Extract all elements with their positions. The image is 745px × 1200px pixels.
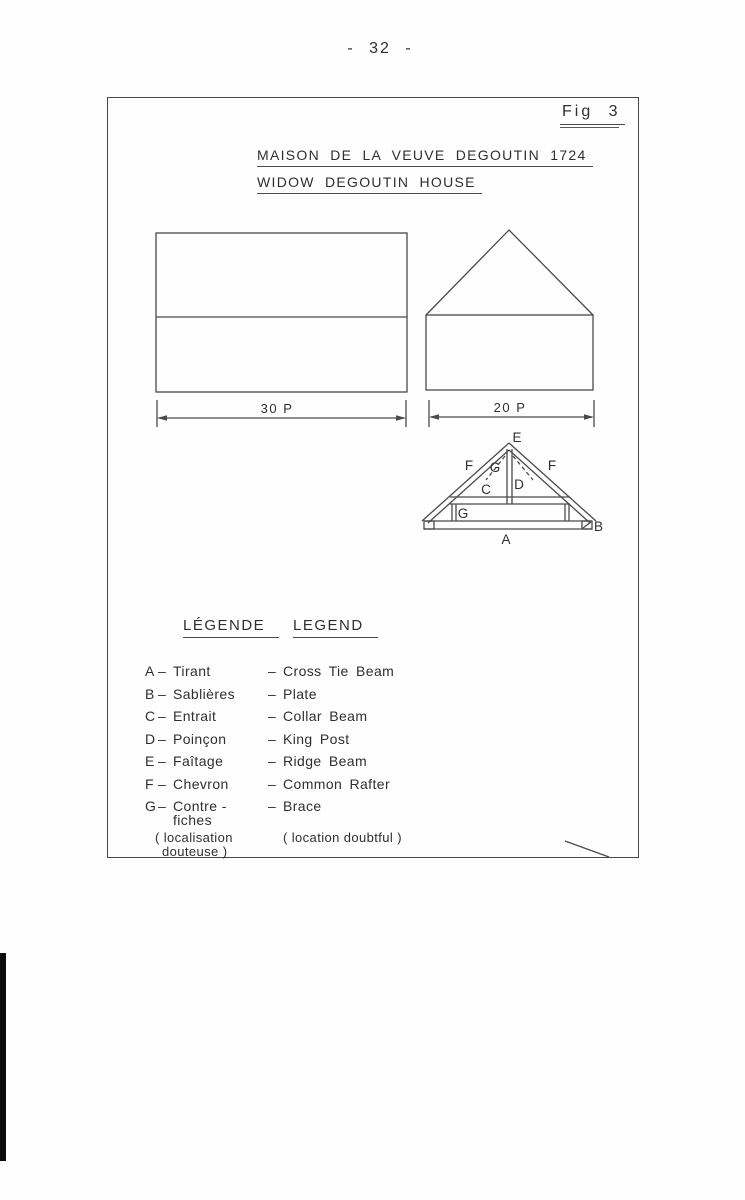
legend-key: E — [145, 753, 155, 769]
legend-term-english: Plate — [283, 685, 317, 702]
legend-dash: – — [158, 663, 166, 679]
legend-dash: – — [268, 708, 276, 724]
legend-heading-english: LEGEND — [293, 617, 378, 638]
legend-key: C — [145, 708, 156, 724]
legend-term-french: Faîtage — [173, 753, 224, 769]
truss-label-a: A — [501, 532, 511, 547]
legend-term-english: King Post — [283, 730, 350, 747]
truss-label-f-left: F — [464, 458, 474, 473]
legend-row-b — [143, 687, 473, 701]
front-elevation-drawing — [156, 233, 407, 392]
truss-label-g-upper: G — [489, 460, 501, 475]
page-number: - 32 - — [347, 40, 413, 57]
legend-row-f — [143, 777, 473, 791]
legend-row-e — [143, 754, 473, 768]
legend-heading-french: LÉGENDE — [183, 617, 279, 638]
legend-key: F — [145, 775, 154, 792]
dimension-20p-label: 20 P — [493, 400, 527, 415]
truss-label-d: D — [514, 477, 524, 492]
legend-key: G — [145, 798, 156, 814]
legend-table — [143, 664, 473, 858]
legend-key: B — [145, 685, 155, 702]
legend-dash: – — [268, 798, 276, 814]
truss-label-c: C — [481, 482, 491, 497]
arrow-left-icon — [429, 414, 439, 419]
figure-title-french: MAISON DE LA VEUVE DEGOUTIN 1724 — [257, 147, 593, 167]
dimension-20p — [429, 400, 594, 427]
truss-label-g-lower: G — [457, 506, 469, 521]
legend-note-french: ( localisation — [155, 829, 233, 845]
legend-row-a — [143, 664, 473, 678]
legend-dash: – — [268, 753, 276, 769]
front-elevation-outline — [156, 233, 407, 392]
legend-row-g — [143, 799, 473, 827]
arrow-right-icon — [396, 415, 406, 420]
dimension-30p — [157, 400, 406, 427]
figure-label: Fig 3 — [560, 103, 625, 125]
legend-dash: – — [158, 753, 166, 769]
legend-term-english: Common Rafter — [283, 775, 391, 792]
truss-label-b: B — [594, 519, 604, 534]
legend-dash: – — [268, 775, 276, 792]
legend-row-d — [143, 732, 473, 746]
legend-term-english: Ridge Beam — [283, 753, 368, 769]
arrow-right-icon — [584, 414, 594, 419]
gable-wall-outline — [426, 315, 593, 390]
scan-artifact-scratch — [555, 836, 625, 861]
legend-term-french: Sablières — [173, 685, 235, 702]
legend-term-french: Chevron — [173, 775, 229, 792]
legend-key: D — [145, 730, 156, 747]
legend-term-english: Cross Tie Beam — [283, 663, 395, 679]
legend-dash: – — [158, 798, 166, 814]
dimension-30p-label: 30 P — [260, 401, 294, 416]
truss-label-e: E — [512, 430, 522, 445]
truss-label-f-right: F — [547, 458, 557, 473]
legend-note-line1 — [143, 831, 473, 844]
arrow-left-icon — [157, 415, 167, 420]
figure-title-english: WIDOW DEGOUTIN HOUSE — [257, 174, 482, 194]
scan-artifact-bar — [0, 953, 6, 1161]
legend-term-french: Poinçon — [173, 730, 227, 747]
drawings-canvas — [140, 212, 620, 552]
gable-roof-lines — [426, 230, 593, 315]
legend-dash: – — [158, 685, 166, 702]
gable-elevation-drawing — [426, 230, 593, 390]
truss-diagram — [422, 430, 603, 547]
legend-term-english: Brace — [283, 798, 322, 814]
legend-dash: – — [158, 730, 166, 747]
legend-key: A — [145, 663, 155, 679]
legend-row-c — [143, 709, 473, 723]
legend-term-english: Collar Beam — [283, 708, 368, 724]
legend-dash: – — [268, 685, 276, 702]
legend-term-french: Contre - fiches — [173, 798, 227, 828]
legend-note-line2: douteuse ) — [162, 843, 228, 859]
truss-plate-right-mark — [583, 522, 591, 528]
legend-dash: – — [158, 775, 166, 792]
legend-dash: – — [268, 663, 276, 679]
legend-note-english: ( location doubtful ) — [283, 829, 402, 845]
legend-dash: – — [158, 708, 166, 724]
legend-term-french: Tirant — [173, 663, 211, 679]
legend-dash: – — [268, 730, 276, 747]
legend-term-french: Entrait — [173, 708, 217, 724]
